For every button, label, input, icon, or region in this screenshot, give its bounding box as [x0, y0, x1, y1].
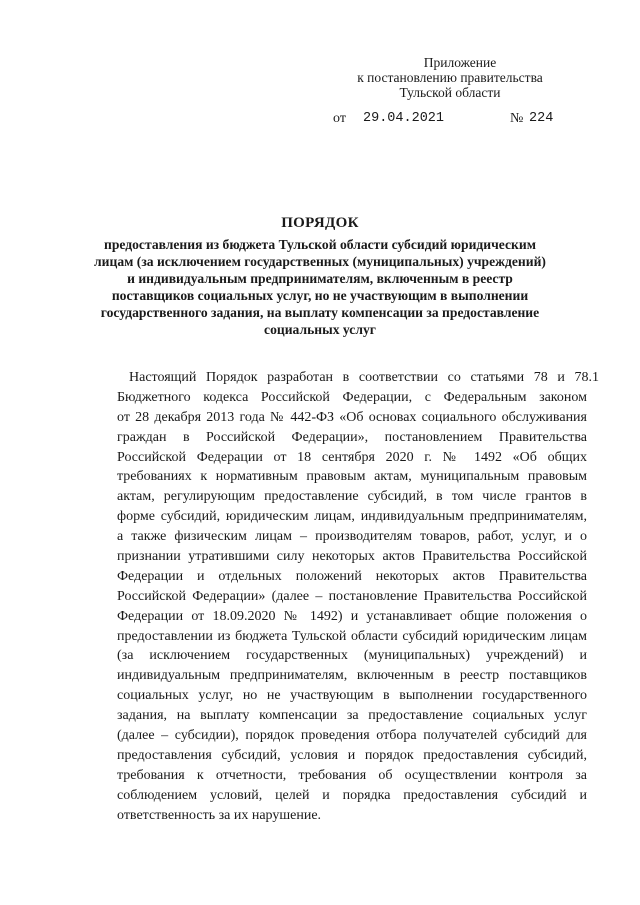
- body-line: Настоящий Порядок разработан в соответствии со статьями 78 и 78.1: [129, 370, 599, 385]
- body-line: Федерации и отдельных положений некоторых актов Правительства: [117, 568, 587, 584]
- subtitle-line: лицам (за исключением государственных (муниципальных) учреждений): [94, 254, 546, 269]
- body-line: задания, на выплату компенсации за предоставление социальных услуг: [117, 708, 587, 724]
- resolution-number: 224: [529, 111, 554, 126]
- body-line: индивидуальным предпринимателям, включенным в реестр поставщиков: [117, 668, 587, 684]
- subtitle-line: социальных услуг: [264, 322, 376, 337]
- body-line: (далее – субсидии), порядок проведения отбора получателей субсидий для: [117, 728, 587, 744]
- body-line: социальных услуг, но не участвующим в выполнении государственного: [117, 688, 587, 704]
- body-line: ответственность за их нарушение.: [117, 807, 322, 823]
- body-paragraph: [117, 368, 599, 825]
- body-line: требованиях к нормативным правовым актам, муниципальным правовым: [117, 469, 587, 485]
- subtitle-line: государственного задания, на выплату компенсации за предоставление: [100, 305, 540, 320]
- body-line: граждан в Российской Федерации», постановлением Правительства: [117, 429, 587, 445]
- subtitle-line: поставщиков социальных услуг, но не участвующим в выполнении: [111, 288, 529, 303]
- body-line: предоставлении из бюджета Тульской области субсидий юридическим лицам: [117, 628, 587, 644]
- date-prefix: от: [333, 111, 346, 126]
- resolution-date-line: [333, 111, 593, 129]
- body-line: Бюджетного кодекса Российской Федерации, с Федеральным законом: [117, 389, 587, 405]
- body-line: признании утратившими силу некоторых актов Правительства Российской: [117, 549, 587, 565]
- subtitle-line: предоставления из бюджета Тульской области субсидий юридическим: [104, 237, 536, 252]
- document-subtitle: [80, 236, 560, 338]
- body-line: требования к отчетности, требования об осуществлении контроля за: [117, 767, 587, 783]
- appendix-header: [330, 55, 570, 100]
- body-line: актам, регулирующим предоставление субсидий, в том числе грантов в: [117, 489, 587, 505]
- appendix-resolution-ref: к постановлению правительства: [357, 70, 543, 85]
- body-line: Федерации от 18.09.2020 № 1492) и устанавливает общие положения о: [117, 608, 587, 624]
- appendix-region: Тульской области: [399, 85, 501, 100]
- body-line: Российской Федерации от 18 сентября 2020 г. № 1492 «Об общих: [117, 449, 587, 465]
- number-prefix: №: [510, 111, 524, 126]
- appendix-label: Приложение: [423, 55, 497, 70]
- body-line: форме субсидий, юридическим лицам, индивидуальным предпринимателям,: [117, 509, 587, 525]
- document-title: ПОРЯДОК: [281, 215, 359, 231]
- body-line: предоставления субсидий, условия и порядок предоставления субсидий,: [117, 747, 587, 763]
- resolution-date: 29.04.2021: [363, 111, 445, 126]
- body-line: Российской Федерации» (далее – постановление Правительства Российской: [117, 588, 587, 604]
- body-line: соблюдением условий, целей и порядка предоставления субсидий и: [117, 787, 587, 803]
- subtitle-line: и индивидуальным предпринимателям, включенным в реестр: [127, 271, 513, 286]
- body-line: (за исключением государственных (муниципальных) учреждений) и: [117, 648, 587, 664]
- body-line: а также физическим лицам – производителям товаров, работ, услуг, и о: [117, 529, 587, 545]
- body-line: от 28 декабря 2013 года № 442-ФЗ «Об основах социального обслуживания: [117, 409, 587, 425]
